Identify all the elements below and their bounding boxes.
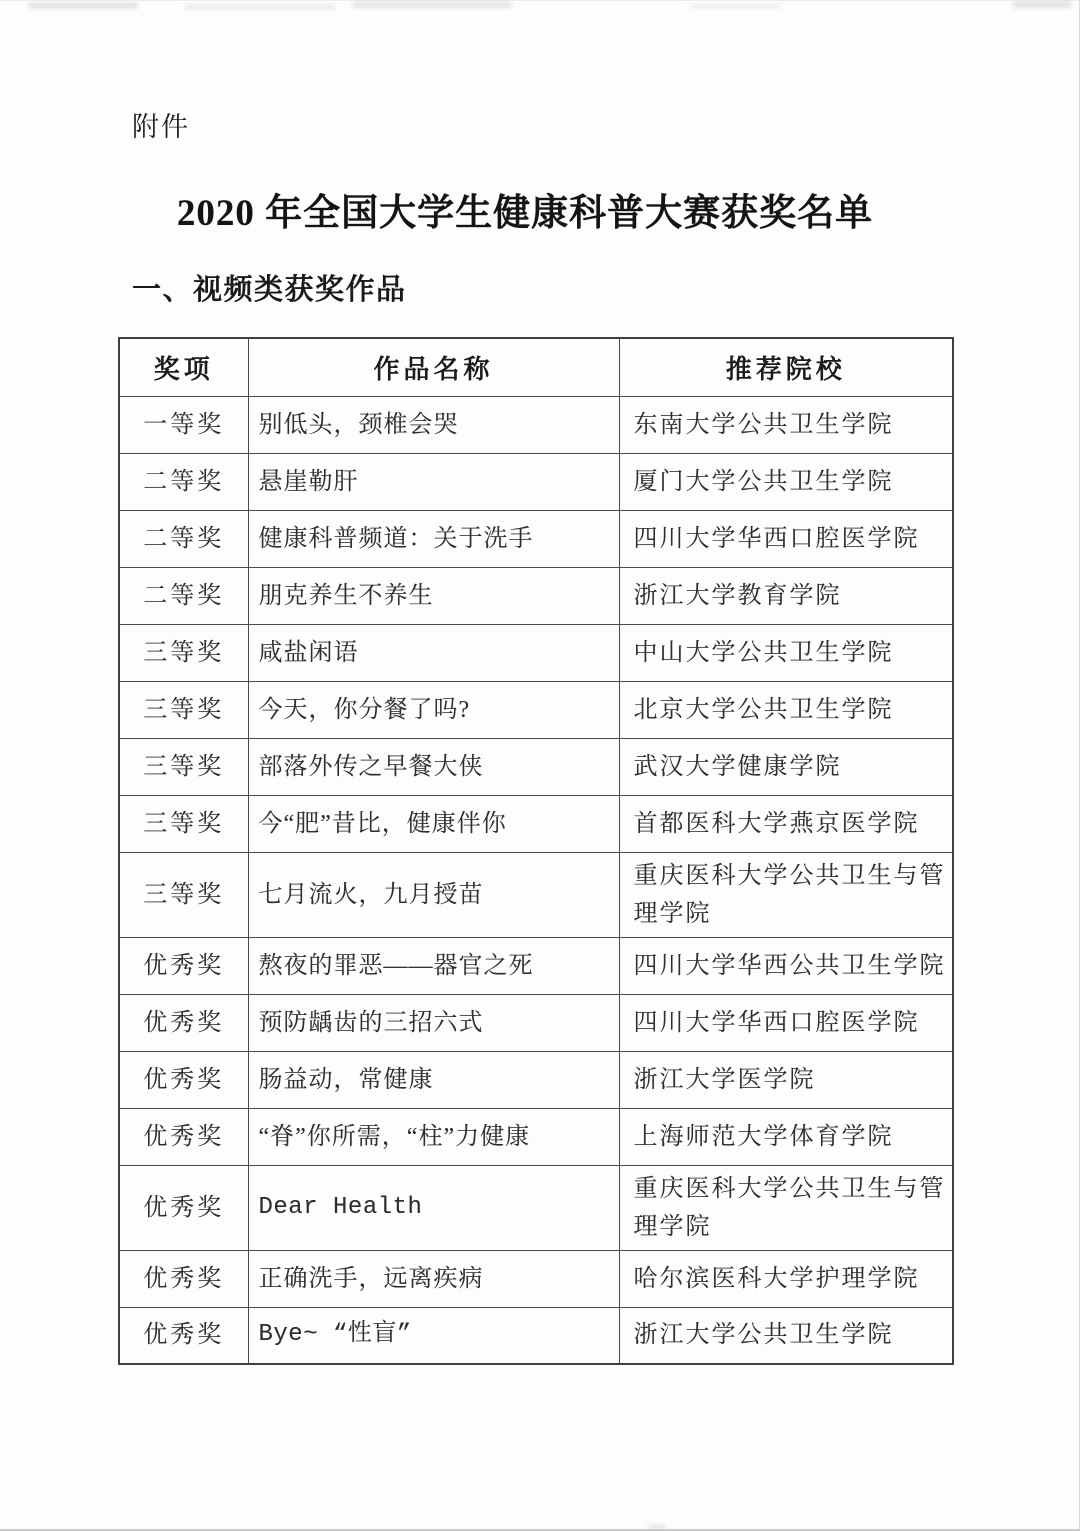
cell-institution: 重庆医科大学公共卫生与管理学院 xyxy=(619,1165,953,1250)
cell-work: 别低头，颈椎会哭 xyxy=(248,396,619,453)
cell-work: 肠益动，常健康 xyxy=(248,1051,619,1108)
cell-work: 预防龋齿的三招六式 xyxy=(248,994,619,1051)
document-title: 2020 年全国大学生健康科普大赛获奖名单 xyxy=(176,193,874,234)
cell-award: 二等奖 xyxy=(119,453,248,510)
cell-award: 三等奖 xyxy=(119,852,248,937)
scan-artifact xyxy=(185,5,335,9)
cell-institution: 厦门大学公共卫生学院 xyxy=(619,453,953,510)
table-row xyxy=(119,681,953,738)
cell-award: 优秀奖 xyxy=(119,994,248,1051)
cell-institution: 中山大学公共卫生学院 xyxy=(619,624,953,681)
cell-institution: 四川大学华西公共卫生学院 xyxy=(619,937,953,994)
cell-award: 优秀奖 xyxy=(119,1108,248,1165)
cell-work: Bye~ “性盲” xyxy=(248,1307,619,1364)
cell-work: 部落外传之早餐大侠 xyxy=(248,738,619,795)
scan-artifact xyxy=(648,1525,666,1529)
cell-institution: 浙江大学教育学院 xyxy=(619,567,953,624)
table-row xyxy=(119,453,953,510)
scan-artifact xyxy=(352,2,512,8)
table-row xyxy=(119,396,953,453)
cell-work: 熬夜的罪恶——器官之死 xyxy=(248,937,619,994)
cell-work: 悬崖勒肝 xyxy=(248,453,619,510)
column-header-work-name: 作品名称 xyxy=(248,338,619,396)
cell-award: 优秀奖 xyxy=(119,1250,248,1307)
cell-work: 咸盐闲语 xyxy=(248,624,619,681)
attachment-label: 附件 xyxy=(132,112,190,142)
cell-award: 优秀奖 xyxy=(119,1307,248,1364)
table-row xyxy=(119,1108,953,1165)
table-row xyxy=(119,1307,953,1364)
table-row xyxy=(119,510,953,567)
cell-award: 三等奖 xyxy=(119,681,248,738)
table-header-row xyxy=(119,338,953,396)
table-row xyxy=(119,1051,953,1108)
cell-institution: 上海师范大学体育学院 xyxy=(619,1108,953,1165)
awards-table xyxy=(118,337,954,1365)
cell-work: 今“肥”昔比，健康伴你 xyxy=(248,795,619,852)
cell-work: 正确洗手，远离疾病 xyxy=(248,1250,619,1307)
cell-work: 健康科普频道：关于洗手 xyxy=(248,510,619,567)
table-row xyxy=(119,1165,953,1250)
scan-artifact xyxy=(690,4,780,8)
cell-work: 朋克养生不养生 xyxy=(248,567,619,624)
cell-award: 优秀奖 xyxy=(119,1165,248,1250)
cell-institution: 哈尔滨医科大学护理学院 xyxy=(619,1250,953,1307)
cell-institution: 武汉大学健康学院 xyxy=(619,738,953,795)
cell-institution: 东南大学公共卫生学院 xyxy=(619,396,953,453)
cell-work: Dear Health xyxy=(248,1165,619,1250)
table-row xyxy=(119,738,953,795)
cell-work: 七月流火，九月授苗 xyxy=(248,852,619,937)
cell-award: 优秀奖 xyxy=(119,1051,248,1108)
cell-award: 二等奖 xyxy=(119,510,248,567)
cell-institution: 四川大学华西口腔医学院 xyxy=(619,510,953,567)
table-row xyxy=(119,624,953,681)
cell-institution: 首都医科大学燕京医学院 xyxy=(619,795,953,852)
column-header-award: 奖项 xyxy=(119,338,248,396)
cell-award: 二等奖 xyxy=(119,567,248,624)
cell-institution: 重庆医科大学公共卫生与管理学院 xyxy=(619,852,953,937)
section-heading-video-category: 一、视频类获奖作品 xyxy=(132,274,407,306)
cell-institution: 浙江大学公共卫生学院 xyxy=(619,1307,953,1364)
cell-award: 优秀奖 xyxy=(119,937,248,994)
cell-work: 今天，你分餐了吗? xyxy=(248,681,619,738)
cell-institution: 浙江大学医学院 xyxy=(619,1051,953,1108)
table-row xyxy=(119,1250,953,1307)
scan-artifact xyxy=(28,3,138,8)
table-row xyxy=(119,567,953,624)
cell-institution: 四川大学华西口腔医学院 xyxy=(619,994,953,1051)
cell-work: “脊”你所需，“柱”力健康 xyxy=(248,1108,619,1165)
column-header-institution: 推荐院校 xyxy=(619,338,953,396)
table-row xyxy=(119,937,953,994)
cell-award: 三等奖 xyxy=(119,738,248,795)
table-row xyxy=(119,852,953,937)
table-row xyxy=(119,994,953,1051)
table-row xyxy=(119,795,953,852)
cell-award: 三等奖 xyxy=(119,795,248,852)
cell-award: 一等奖 xyxy=(119,396,248,453)
cell-institution: 北京大学公共卫生学院 xyxy=(619,681,953,738)
scan-artifact xyxy=(1012,1,1072,8)
cell-award: 三等奖 xyxy=(119,624,248,681)
